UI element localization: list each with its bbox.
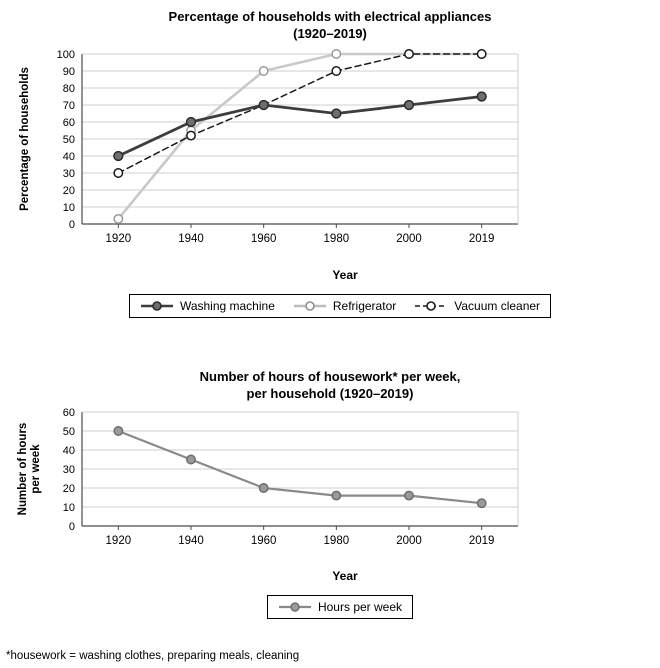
chart2-plot — [0, 402, 660, 567]
svg-text:10: 10 — [62, 502, 75, 514]
chart1-legend — [129, 294, 551, 318]
svg-text:0: 0 — [68, 521, 75, 533]
svg-text:2019: 2019 — [468, 535, 495, 547]
legend-marker-hours-per-week — [278, 601, 312, 613]
svg-text:2000: 2000 — [396, 233, 422, 245]
chart1-title-line1: Percentage of households with electrical appliances — [168, 9, 492, 24]
svg-text:Percentage of households: Percentage of households — [19, 67, 31, 211]
svg-text:1940: 1940 — [178, 535, 204, 547]
svg-text:30: 30 — [62, 168, 75, 180]
svg-text:100: 100 — [56, 49, 75, 61]
svg-text:1960: 1960 — [250, 535, 277, 547]
svg-text:1920: 1920 — [105, 233, 132, 245]
legend-label-washing-machine: Washing machine — [179, 299, 275, 313]
legend-item-vacuum-cleaner — [414, 299, 540, 313]
svg-text:80: 80 — [62, 83, 75, 95]
svg-text:0: 0 — [68, 219, 75, 231]
svg-text:20: 20 — [62, 185, 75, 197]
svg-text:1920: 1920 — [105, 535, 132, 547]
svg-text:10: 10 — [62, 202, 75, 214]
legend-marker-washing-machine — [140, 300, 174, 312]
svg-text:70: 70 — [62, 100, 75, 112]
svg-text:50: 50 — [62, 426, 75, 438]
svg-text:30: 30 — [62, 464, 75, 476]
svg-text:2019: 2019 — [468, 233, 495, 245]
svg-text:Number of hours: Number of hours — [17, 422, 29, 516]
chart-housework — [0, 340, 660, 640]
legend-marker-refrigerator — [293, 300, 327, 312]
svg-text:20: 20 — [62, 483, 75, 495]
chart1-plot — [0, 42, 660, 272]
svg-text:1940: 1940 — [178, 233, 204, 245]
legend-label-refrigerator: Refrigerator — [332, 299, 397, 313]
legend-item-hours-per-week — [278, 600, 402, 614]
legend-marker-vacuum-cleaner — [414, 300, 448, 312]
svg-text:50: 50 — [62, 134, 75, 146]
chart2-xlabel: Year — [332, 569, 358, 583]
chart2-title-line2: per household (1920–2019) — [246, 386, 414, 401]
svg-text:1980: 1980 — [323, 535, 350, 547]
svg-text:40: 40 — [62, 445, 75, 457]
legend-label-vacuum-cleaner: Vacuum cleaner — [454, 299, 541, 313]
svg-text:2000: 2000 — [396, 535, 422, 547]
svg-text:60: 60 — [62, 407, 75, 419]
chart2-title-line1: Number of hours of housework* per week, — [199, 369, 461, 384]
svg-text:60: 60 — [62, 117, 75, 129]
svg-text:1960: 1960 — [250, 233, 277, 245]
svg-text:per week: per week — [30, 444, 42, 494]
chart2-legend — [267, 595, 413, 619]
legend-label-hours-per-week: Hours per week — [317, 600, 403, 614]
legend-item-refrigerator — [293, 299, 396, 313]
chart2-svg — [0, 402, 660, 567]
svg-text:90: 90 — [62, 66, 75, 78]
svg-text:40: 40 — [62, 151, 75, 163]
legend-item-washing-machine — [140, 299, 275, 313]
footnote: *housework = washing clothes, preparing meals, cleaning — [6, 650, 300, 662]
chart1-title-line2: (1920–2019) — [293, 26, 367, 41]
svg-text:1980: 1980 — [323, 233, 350, 245]
chart1-xlabel: Year — [332, 268, 358, 282]
chart1-svg — [0, 42, 660, 272]
